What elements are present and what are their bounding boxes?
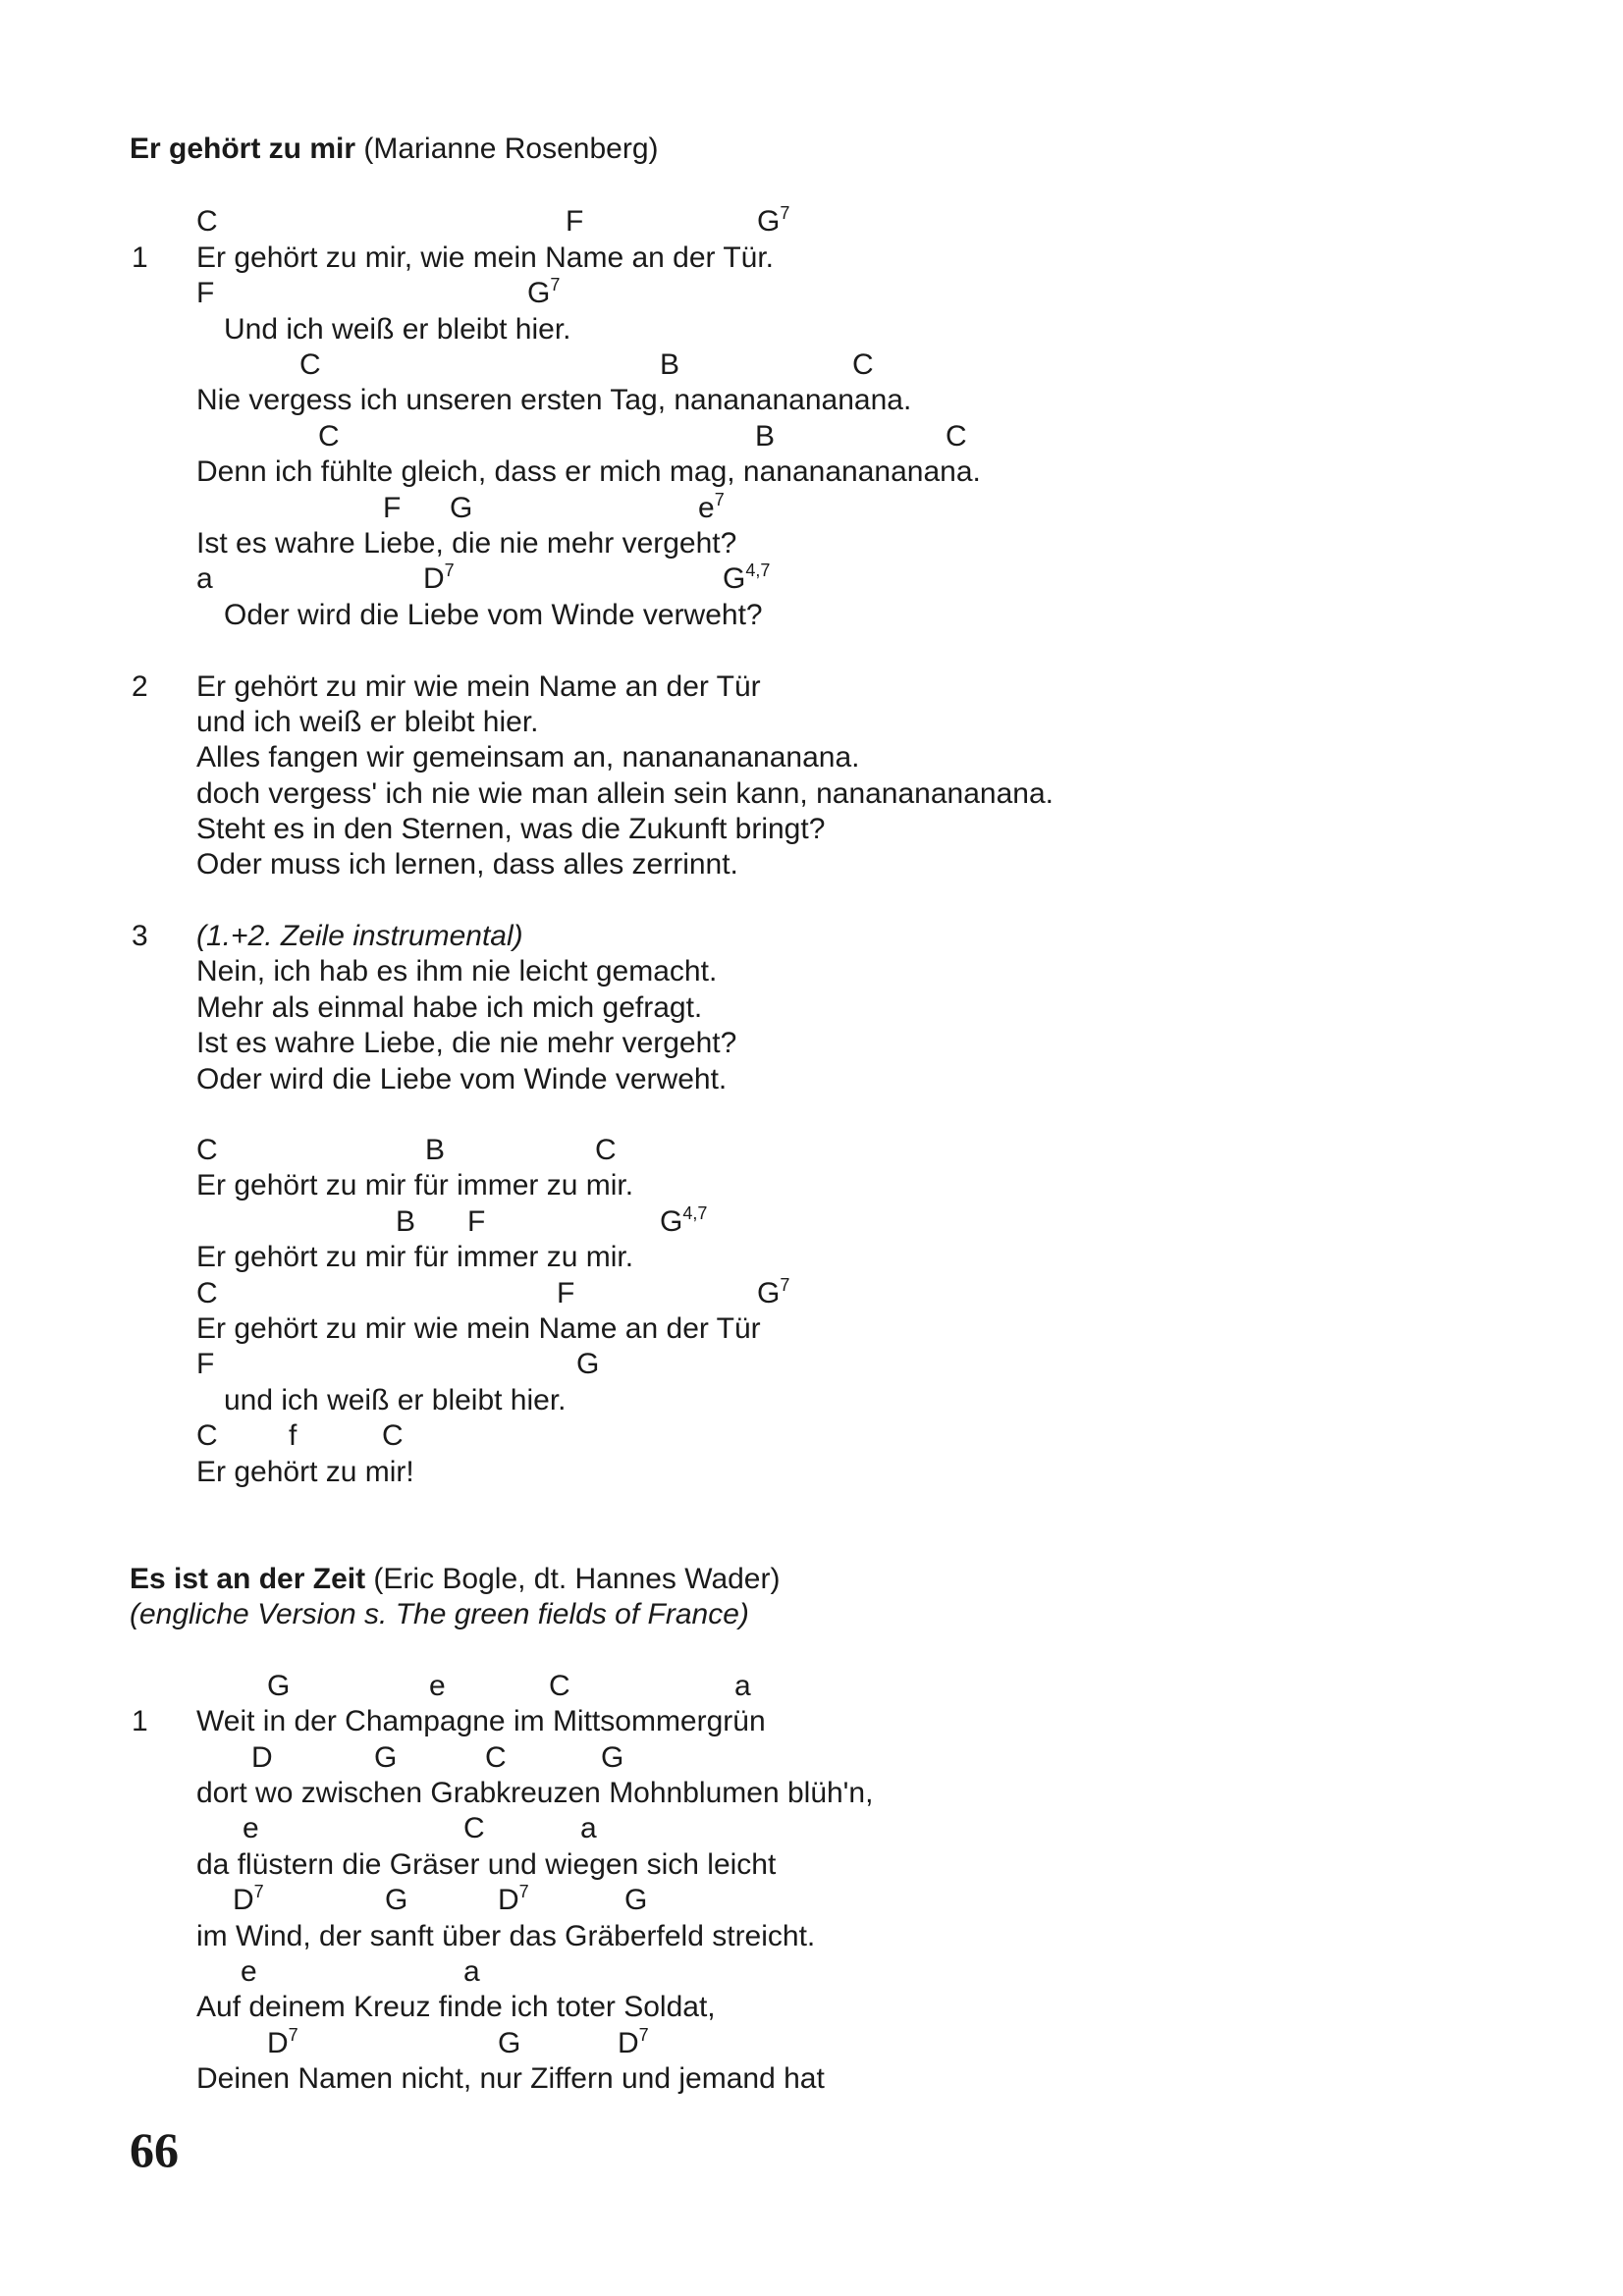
chord: $D^7$ — [498, 1882, 529, 1916]
verse-number: 1 — [132, 241, 148, 274]
lyric-line: Mehr als einmal habe ich mich gefragt. — [196, 991, 703, 1024]
song-author: (Eric Bogle, dt. Hannes Wader) — [373, 1563, 781, 1595]
chord: a — [463, 1955, 480, 1988]
chord: F — [196, 1348, 215, 1380]
chord: G — [450, 492, 473, 524]
lyric-line: Ist es wahre Liebe, die nie mehr vergeht? — [196, 1027, 737, 1059]
chord: F — [566, 205, 584, 238]
lyric-line: Er gehört zu mir, wie mein Name an der Tür. — [196, 241, 775, 274]
song-subtitle: (engliche Version s. The green fields of France) — [130, 1598, 749, 1630]
lyric-line: Denn ich fühlte gleich, dass er mich mag, nanananananana. — [196, 455, 981, 488]
chord: C — [196, 1277, 218, 1309]
verse-number: 3 — [132, 920, 148, 952]
chord: C — [318, 420, 340, 453]
chord: G — [385, 1884, 408, 1916]
chord: C — [463, 1812, 485, 1844]
chord: F — [557, 1277, 575, 1309]
lyric-line: Oder wird die Liebe vom Winde verweht? — [224, 599, 763, 631]
chord: D — [251, 1741, 273, 1774]
lyric-line: dort wo zwischen Grabkreuzen Mohnblumen blüh'n, — [196, 1777, 874, 1809]
chord: $D^7$ — [233, 1882, 264, 1916]
song-author: (Marianne Rosenberg) — [363, 133, 659, 165]
lyric-line: im Wind, der sanft über das Gräberfeld streicht. — [196, 1920, 816, 1952]
chord: e — [243, 1812, 259, 1844]
chord: G — [374, 1741, 398, 1774]
chord: $e^7$ — [698, 490, 725, 524]
lyric-line: Er gehört zu mir! — [196, 1456, 414, 1488]
chord: B — [660, 348, 680, 381]
chord: B — [396, 1205, 416, 1238]
chord: B — [755, 420, 776, 453]
chord: C — [485, 1741, 507, 1774]
verse-number: 1 — [132, 1705, 148, 1737]
chord: C — [196, 1419, 218, 1452]
lyric-line: Steht es in den Sternen, was die Zukunft bringt? — [196, 813, 826, 845]
chord: F — [196, 277, 215, 309]
lyric-line: Nein, ich hab es ihm nie leicht gemacht. — [196, 955, 718, 988]
verse-number: 2 — [132, 670, 148, 703]
chord: C — [196, 205, 218, 238]
chord: G$^{4,7}$ — [723, 561, 771, 595]
lyric-line: Deinen Namen nicht, nur Ziffern und jemand hat — [196, 2062, 825, 2095]
song-title: Er gehört zu mir — [130, 133, 356, 165]
lyric-line: Alles fangen wir gemeinsam an, nanananananana. — [196, 741, 860, 774]
chord: $D^7$ — [267, 2025, 298, 2059]
chord: F — [467, 1205, 486, 1238]
verse-note: (1.+2. Zeile instrumental) — [196, 920, 523, 952]
chord: $D^7$ — [618, 2025, 649, 2059]
lyric-line: Ist es wahre Liebe, die nie mehr vergeht? — [196, 527, 737, 560]
chord: C — [196, 1134, 218, 1166]
lyric-line: Er gehört zu mir für immer zu mir. — [196, 1169, 634, 1201]
lyric-line: Auf deinem Kreuz finde ich toter Soldat, — [196, 1991, 716, 2023]
chord: B — [425, 1134, 446, 1166]
chord: e — [429, 1670, 446, 1702]
song-title: Es ist an der Zeit — [130, 1563, 366, 1595]
lyric-line: Er gehört zu mir wie mein Name an der Tür — [196, 670, 761, 703]
chord: f — [289, 1419, 298, 1452]
chord: G — [624, 1884, 648, 1916]
chord: $G^7$ — [757, 1275, 790, 1309]
chord: a — [734, 1670, 751, 1702]
lyric-line: Nie vergess ich unseren ersten Tag, nanananananana. — [196, 384, 912, 416]
chord: G — [498, 2027, 521, 2059]
chord: F — [383, 492, 402, 524]
chord: $G^7$ — [757, 203, 790, 238]
lyric-line: und ich weiß er bleibt hier. — [196, 706, 539, 738]
chord: C — [946, 420, 967, 453]
chord: C — [852, 348, 874, 381]
chord: C — [382, 1419, 404, 1452]
chord: C — [549, 1670, 570, 1702]
chord: C — [299, 348, 321, 381]
chord: G — [576, 1348, 600, 1380]
song-title-line — [130, 1562, 780, 1597]
lyric-line: Und ich weiß er bleibt hier. — [224, 313, 571, 346]
chord: C — [595, 1134, 617, 1166]
page-number: 66 — [130, 2122, 179, 2177]
lyric-line: doch vergess' ich nie wie man allein sein kann, nanananananana. — [196, 777, 1054, 810]
lyric-line: da flüstern die Gräser und wiegen sich leicht — [196, 1848, 777, 1881]
chord: G — [601, 1741, 624, 1774]
chord: a — [196, 562, 213, 595]
chord: G — [267, 1670, 291, 1702]
lyric-line: Oder muss ich lernen, dass alles zerrinnt. — [196, 848, 738, 881]
lyric-line: Oder wird die Liebe vom Winde verweht. — [196, 1063, 728, 1095]
lyric-line: Er gehört zu mir wie mein Name an der Tür — [196, 1312, 761, 1345]
chord: $D^7$ — [423, 561, 455, 595]
lyric-line: Er gehört zu mir für immer zu mir. — [196, 1241, 634, 1273]
chord: a — [580, 1812, 597, 1844]
song-title-line — [130, 132, 659, 167]
chord: $G^7$ — [527, 275, 561, 309]
lyric-line: Weit in der Champagne im Mittsommergrün — [196, 1705, 766, 1737]
chord: G$^{4,7}$ — [660, 1203, 708, 1238]
chord: e — [241, 1955, 257, 1988]
lyric-line: und ich weiß er bleibt hier. — [224, 1384, 567, 1416]
